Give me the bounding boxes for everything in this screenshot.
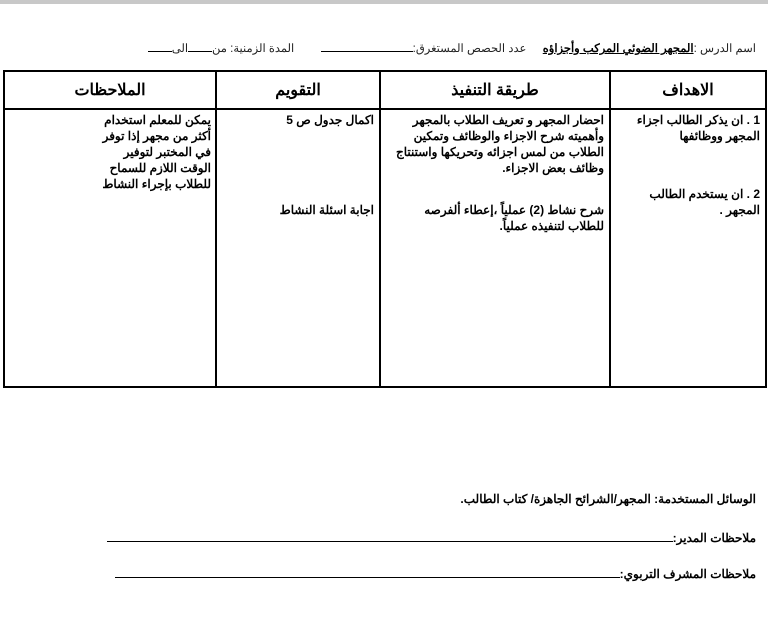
notes-cell: [4, 109, 216, 387]
notes-header: الملاحظات: [4, 71, 216, 109]
periods-blank: [321, 40, 413, 52]
objectives-cell: [610, 109, 766, 387]
table-body-row: [4, 109, 766, 387]
objective-item: 1 . ان يذكر الطالب اجزاء المجهر ووظائفها: [636, 113, 760, 143]
evaluation-header: التقويم: [216, 71, 380, 109]
evaluation-item: اجابة اسئلة النشاط: [279, 203, 374, 217]
supervisor-notes: [115, 566, 756, 581]
principal-notes-label: ملاحظات المدير:: [672, 531, 756, 545]
principal-notes-blank: [107, 530, 673, 542]
top-divider: [0, 0, 768, 4]
method-header: طريقة التنفيذ: [380, 71, 610, 109]
periods-label: عدد الحصص المستغرق:: [412, 43, 527, 55]
notes-line: في المختبر لتوفير: [123, 145, 211, 159]
notes-line: أكثر من مجهر إذا توفر: [102, 129, 211, 143]
objectives-header: الاهداف: [610, 71, 766, 109]
duration-to-label: الى: [171, 43, 189, 55]
table-header-row: [4, 71, 766, 109]
lesson-plan-table: [3, 70, 767, 388]
lesson-label: اسم الدرس :: [693, 43, 756, 55]
duration-from-blank: [188, 40, 212, 52]
supervisor-notes-blank: [115, 566, 620, 578]
lesson-title: المجهر الضوئي المركب وأجزاؤه: [542, 43, 694, 55]
evaluation-item: اكمال جدول ص 5: [286, 113, 374, 127]
evaluation-cell: [216, 109, 380, 387]
supervisor-notes-label: ملاحظات المشرف التربوي:: [619, 567, 756, 581]
tools-used: الوسائل المستخدمة: المجهر/الشرائح الجاهزة/ كتاب الطالب.: [460, 492, 756, 506]
notes-line: يمكن للمعلم استخدام: [104, 113, 211, 127]
notes-line: للطلاب بإجراء النشاط: [102, 177, 211, 191]
duration-label: المدة الزمنية: من: [212, 43, 295, 55]
notes-line: الوقت اللازم للسماح: [109, 161, 211, 175]
duration-to-blank: [148, 40, 172, 52]
method-cell: [380, 109, 610, 387]
method-item: احضار المجهر و تعريف الطلاب بالمجهر وأهميته شرح الاجزاء والوظائف وتمكين الطلاب من لمس اجزائه وتحريكها واستنتاج وظائف بعض الاجزاء.: [395, 113, 604, 175]
method-item: شرح نشاط (2) عملياً ،إعطاء ألفرصه للطلاب لتنفيذه عملياً.: [424, 203, 604, 233]
objective-item: 2 . ان يستخدم الطالب المجهر .: [649, 187, 760, 217]
lesson-header: [12, 40, 756, 57]
principal-notes: [107, 530, 756, 545]
